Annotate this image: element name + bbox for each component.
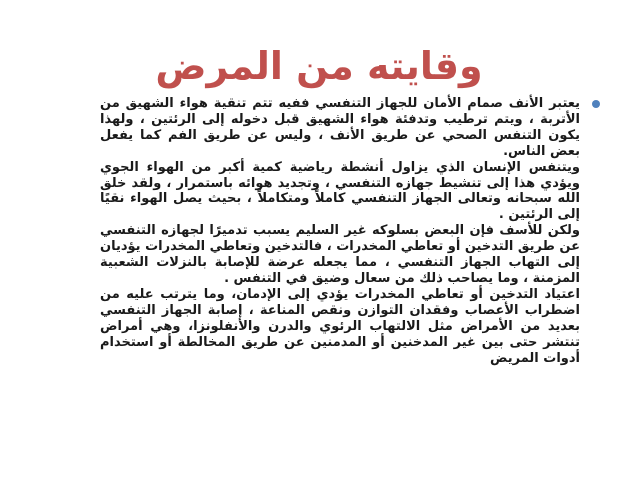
slide-title: وقايته من المرض bbox=[155, 44, 483, 88]
slide-body bbox=[100, 96, 580, 366]
paragraph-1: يعتبر الأنف صمام الأمان للجهاز التنفسي ففيه تتم تنقية هواء الشهيق من الأتربة ، ويتم ترطيب وتدفئة هواء الشهيق قبل دخوله إلى الرئتين ، ولهذا يكون التنفس الصحي عن طريق الأنف ، وليس عن طريق الفم كما يفعل بعض الناس. bbox=[100, 96, 580, 159]
paragraph-4: اعتياد التدخين أو تعاطي المخدرات يؤدي إلى الإدمان، وما يترتب عليه من اضطراب الأعصاب وفقدان التوازن ونقص المناعة ، إصابة الجهاز التنفسي بعديد من الأمراض مثل الالتهاب الرئوي والدرن والأنفلونزا، وهي أمراض تنتشر حتى بين غير المدخنين أو المدمنين عن طريق المخالطة أو استخدام أدوات المريض bbox=[100, 286, 580, 366]
paragraph-3: ولكن للأسف فإن البعض بسلوكه غير السليم يسبب تدميرًا لجهازه التنفسي عن طريق التدخين أو تعاطي المخدرات ، فالتدخين وتعاطي المخدرات يؤديان إلى التهاب الجهاز التنفسي ، مما يجعله عرضة للإصابة بالنزلات الشعبية المزمنة ، وما يصاحب ذلك من سعال وضيق في التنفس . bbox=[100, 223, 580, 286]
bullet-icon bbox=[592, 100, 600, 108]
paragraph-2: ويتنفس الإنسان الذي يزاول أنشطة رياضية كمية أكبر من الهواء الجوي ويؤدي هذا إلى تنشيط جهازه التنفسي ، وتجديد هوائه باستمرار ، ولقد خلق الله سبحانه وتعالى الجهاز التنفسي كاملاً ومتكاملاً ، بحيث يصل الهواء نقيًا إلى الرئتين . bbox=[100, 159, 580, 223]
